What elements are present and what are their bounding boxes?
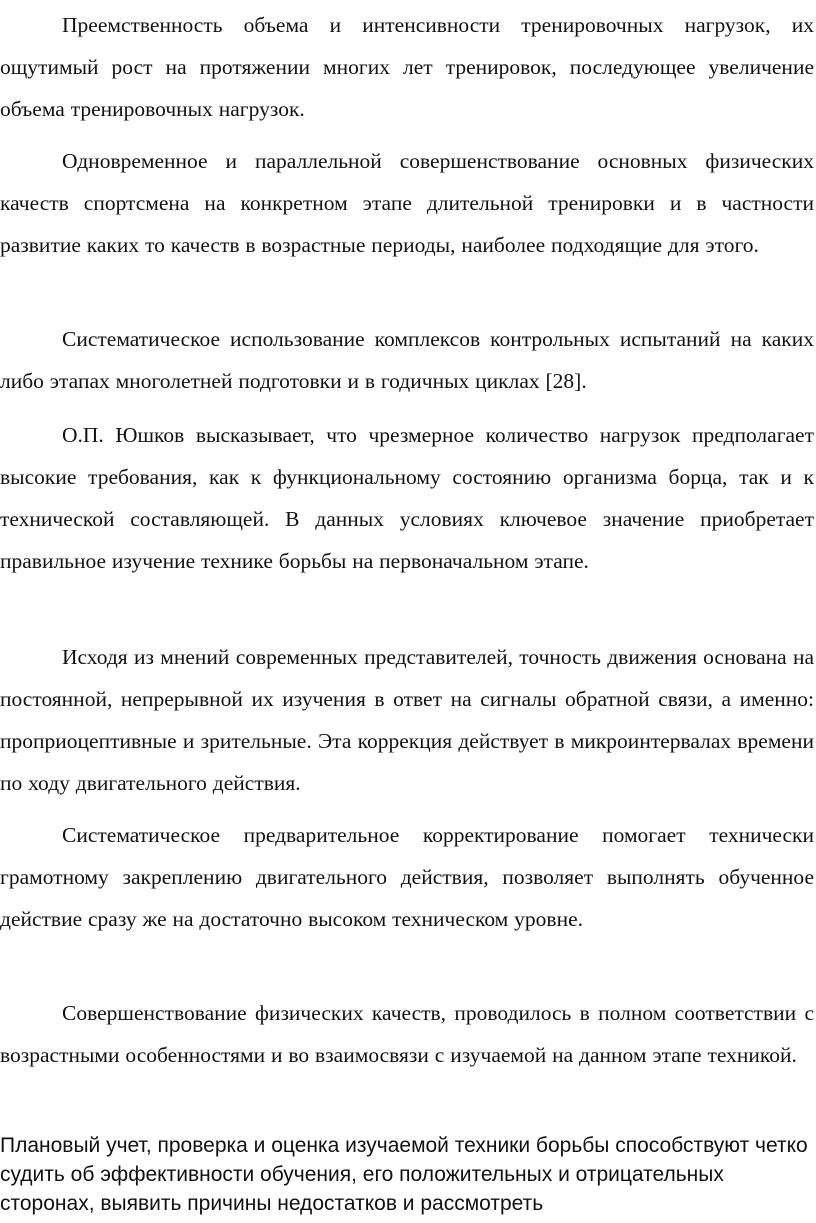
paragraph-4: О.П. Юшков высказывает, что чрезмерное количество нагрузок предполагает высокие требования, как к функциональному состоянию организма борца, так и к технической составляющей. В данных условиях ключевое значение приобретает правильное изучение технике борьбы на первоначальном этапе. xyxy=(0,423,814,573)
paragraph-3: Систематическое использование комплексов контрольных испытаний на каких либо этапах многолетней подготовки и в годичных циклах [28]. xyxy=(0,327,814,393)
paragraph-7: Совершенствование физических качеств, проводилось в полном соответствии с возрастными особенностями и во взаимосвязи с изучаемой на данном этапе техникой. xyxy=(0,1001,814,1067)
paragraph-5: Исходя из мнений современных представителей, точность движения основана на постоянной, непрерывной их изучения в ответ на сигналы обратной связи, а именно: проприоцептивные и зрительные. Эта коррекция действует в микроинтервалах времени по ходу двигательного действия. xyxy=(0,645,814,795)
paragraph-2: Одновременное и параллельной совершенствование основных физических качеств спортсмена на конкретном этапе длительной тренировки и в частности развитие каких то качеств в возрастные периоды, наиболее подходящие для этого. xyxy=(0,149,814,257)
paragraph-1: Преемственность объема и интенсивности тренировочных нагрузок, их ощутимый рост на протяжении многих лет тренировок, последующее увеличение объема тренировочных нагрузок. xyxy=(0,13,814,121)
paragraph-8: Плановый учет, проверка и оценка изучаемой техники борьбы способствуют четко судить об эффективности обучения, его положительных и отрицательных сторонах, выявить причины недостатков и рассмотреть xyxy=(0,1134,808,1215)
paragraph-6: Систематическое предварительное корректирование помогает технически грамотному закреплению двигательного действия, позволяет выполнять обученное действие сразу же на достаточно высоком техническом уровне. xyxy=(0,823,814,931)
